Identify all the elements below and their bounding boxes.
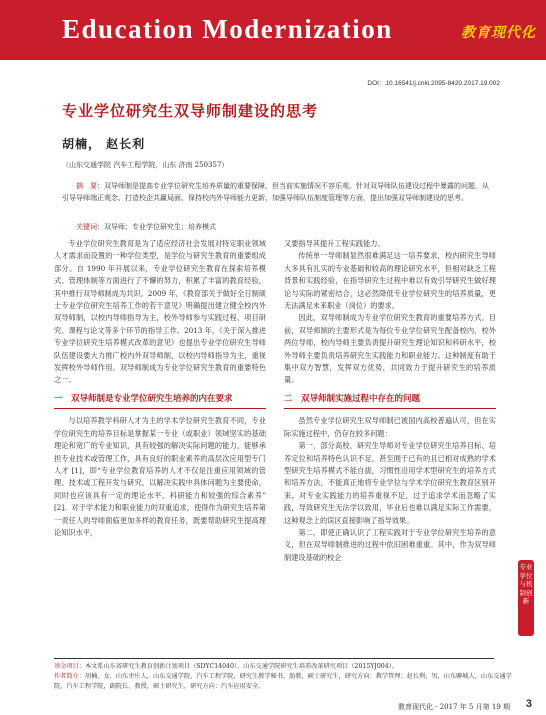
body-paragraph: 又要指导其提升工程实践能力。 — [284, 239, 385, 248]
body-paragraph: 专业学位研究生教育是为了适应经济社会发展对特定职业领域人才需求而设置的一种学位类型，是学位与研究生教育的重要组成部分。自 1990 年开展以来，专业学位研究生教育在探索培养模式、管理体制等方面进行了不懈的努力，积累了丰富的教育经验，其中推行双导师制成为共识。2009 年，《教育部关于做好全日制硕士专业学位研究生培养工作的若干意见》明确提出建立健全校内外双导师制，以校内导师指导为主，校外导师参与实践过程、项目研究、课程与论文等多个环节的指导工作。2013 年，《关于深入推进专业学位研究生培养模式改革的意见》也提出专业学位研究生导师队伍建设要大力推广校内外双导师制，以校内导师指导为主，重视发挥校外导师作用。双导师制成为专业学位研究生教育的重要特色之一。 — [54, 239, 266, 385]
left-column — [54, 238, 266, 539]
keywords — [76, 222, 496, 232]
authors: 胡楠， 赵长利 — [62, 137, 146, 151]
doi: DOI：10.16541/j.cnki.2095-8420.2017.19.002 — [367, 80, 500, 87]
body-paragraph: 与以培养教学科研人才为主的学术学位研究生教育不同，专业学位研究生的培养目标是掌握某一专业（或职业）领域坚实的基础理论和宽广的专业知识，具有较强的解决实际问题的能力，能够承担专业技术或管理工作，具有良好的职业素养的高层次应用型专门人才 [1]，即“专业学位教育培养的人才不仅是注重应用领域的管理、技术或工程开发与研究，以解决实践中具体问题为主要使命，同时也应该具有一定的理论水平、科研能力和较强的综合素养” [2]。对于学术能力和职业能力的双重追求，使得作为研究生培养第一责任人的导师面临更加多样的教育任务，既要帮助研究生提高理论知识水平， — [54, 416, 266, 538]
page-number: 3 — [525, 698, 532, 710]
keywords-text: 双导师；专业学位研究生；培养模式 — [104, 223, 216, 231]
article-title: 专业学位研究生双导师制建设的思考 — [62, 102, 319, 120]
affiliation: （山东交通学院 汽车工程学院，山东 济南 250357） — [62, 161, 229, 169]
section-heading-1: 一 双导师制是专业学位研究生培养的内在要求 — [54, 389, 266, 410]
right-column — [284, 238, 496, 564]
author-label: 作者简介： — [54, 673, 85, 680]
footnote-divider — [54, 658, 494, 659]
abstract — [62, 181, 492, 204]
journal-logo: 教育现代化 — [461, 25, 536, 41]
author-note — [54, 672, 514, 692]
footnotes — [54, 662, 514, 692]
body-paragraph: 第二，即使正确认识了工程实践对于专业学位研究生培养的意义，但在双导师制推进的过程中依旧困难重重。其中，作为双导师制建设基础的校企 — [284, 528, 496, 562]
fund-text: 本文系山东省研究生教育创新计划项目（SDYC14040）、山东交通学院研究生培养改革研究项目（2015YJ004）。 — [84, 663, 398, 670]
journal-footer: 教育现代化 · 2017 年 5 月第 19 期 — [398, 703, 510, 711]
journal-name: Education Modernization — [62, 14, 393, 44]
keywords-label: 关键词： — [76, 223, 104, 231]
body-paragraph: 传统单一导师制显然很难满足这一培养要求，校内研究生导师大多具有扎实的专业基础和较高的理论研究水平，但相对缺乏工程背景和实践经验，在指导研究生过程中难以有效引导研究生做好理论与实际的紧密结合，这必然降低专业学位研究生的培养质量，更无法满足未来职业（岗位）的要求。 — [284, 251, 496, 311]
body-paragraph: 虽然专业学位研究生双导师制已被国内高校普遍认可，但在实际实施过程中，仍存在较多问题： — [284, 416, 496, 438]
section-heading-2: 二 双导师制实施过程中存在的问题 — [284, 389, 496, 410]
abstract-label: 摘 要： — [76, 182, 104, 190]
body-paragraph: 因此，双导师制成为专业学位研究生教育的重要培养方式。目前，双导师制的主要形式是为每位专业学位研究生配备校内、校外两位导师，校内导师主要负责提升研究生理论知识和科研水平，校外导师主要负责培养研究生实践能力和职业能力。这种制度有助于集中双方智慧，发挥双方优势，共同致力于提升研究生的培养质量。 — [284, 313, 496, 385]
author-text: 胡楠，女，山东枣庄人，山东交通学院，汽车工程学院，研究生教学秘书、助教，硕士研究生，研究方向：教学管理；赵长利，男，山东聊城人，山东交通学院，汽车工程学院，副院长、教授，硕士研究生，研究方向：汽车应用安全。 — [54, 673, 512, 690]
abstract-text: 双导师制是提高专业学位研究生培养质量的重要保障，但当前实施情况不容乐观。针对双导师队伍建设过程中暴露的问题，从引导导师端正观念、打造校企共赢局面、保持校内外导师能力更新、加强导师队伍制度管理等方面，提出加强双导师制建设的思考。 — [62, 182, 489, 202]
section-side-tab: 专业学位与机制创新 — [518, 560, 534, 636]
fund-note — [54, 662, 514, 672]
body-paragraph: 第一，部分高校、研究生导师对专业学位研究生培养目标、培养定位和培养特色认识不足，甚至囿于已有的且已相对成熟的学术型研究生培养模式不能自拔，习惯性沿用学术型研究生的培养方式和培养方法，不能真正地将专业学位与学术学位研究生教育区别开来，对专业实践能力的培养重视不足，过于追求学术而忽略了实践，导致研究生无法学以致用，毕业后也难以满足实际工作需要，这种观念上的误区直接影响了指导效果。 — [284, 441, 496, 525]
fund-label: 基金项目： — [54, 663, 85, 670]
